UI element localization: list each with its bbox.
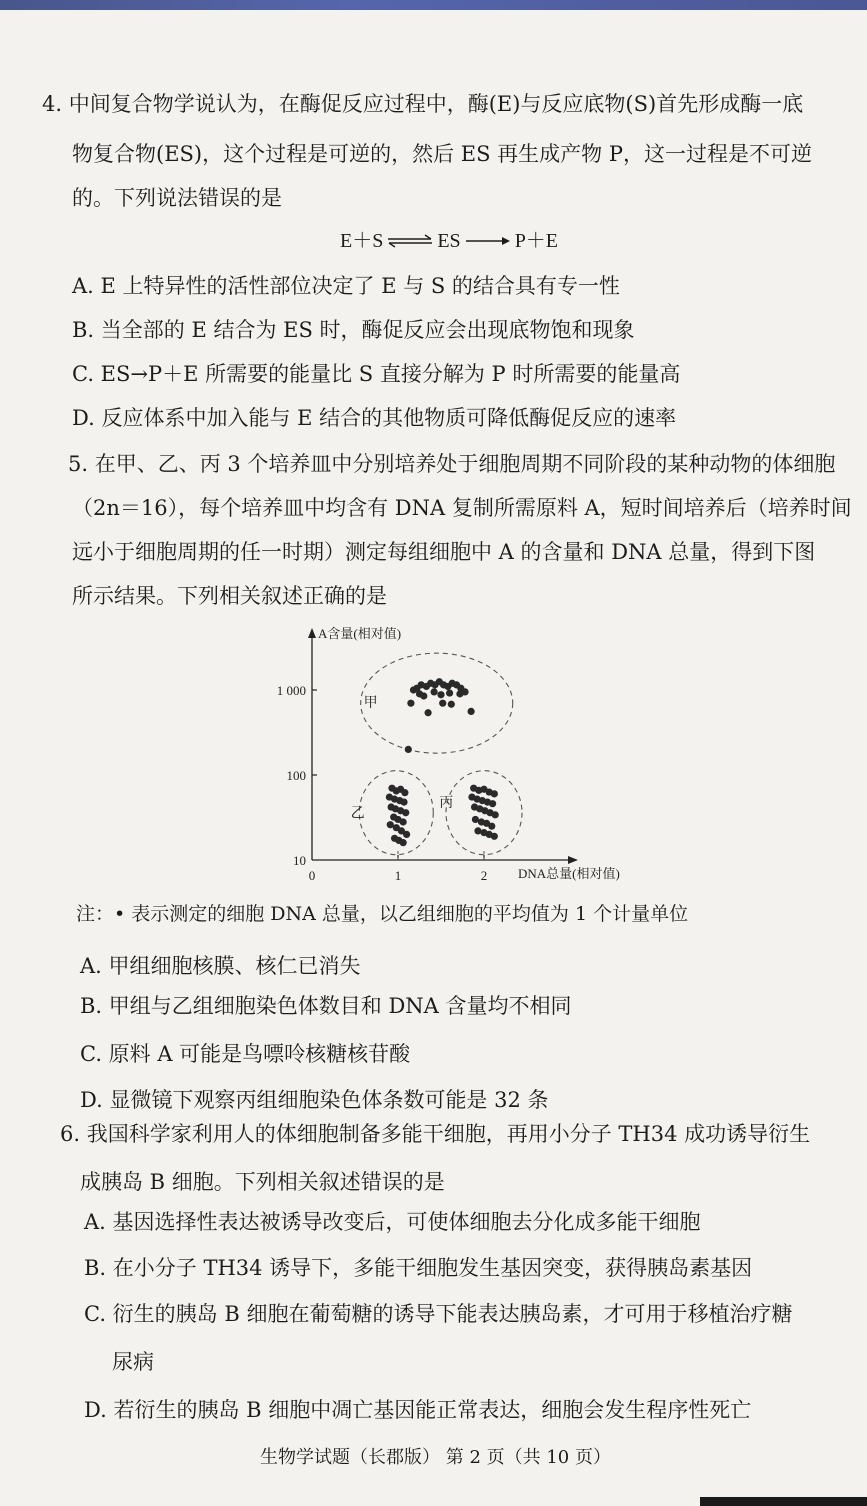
data-point xyxy=(448,701,455,708)
q4-equation xyxy=(340,228,558,254)
y-axis-label: A含量(相对值) xyxy=(318,626,402,641)
y-tick-label: 100 xyxy=(286,768,306,783)
reversible-arrow-icon xyxy=(387,234,433,248)
x-tick-label: 0 xyxy=(308,868,316,883)
data-point xyxy=(400,839,407,846)
data-point xyxy=(492,811,499,818)
q4-stem-line-3: 的。下列说法错误的是 xyxy=(72,186,282,210)
q5-stem-line-2: （2n＝16），每个培养皿中均含有 DNA 复制所需原料 A，短时间培养后（培养时间 xyxy=(72,496,852,520)
x-axis-label: DNA总量(相对值) xyxy=(518,866,620,881)
q4-stem-line-2: 物复合物(ES)，这个过程是可逆的，然后 ES 再生成产物 P，这一过程是不可逆 xyxy=(72,142,812,166)
q5-stem-line-3: 远小于细胞周期的任一时期）测定每组细胞中 A 的含量和 DNA 总量，得到下图 xyxy=(72,540,816,564)
y-tick-label: 1 000 xyxy=(276,683,306,698)
equation-right: P＋E xyxy=(514,230,559,252)
data-point xyxy=(489,800,496,807)
q4-option-a: A. E 上特异性的活性部位决定了 E 与 S 的结合具有专一性 xyxy=(72,274,620,298)
q5-note: 注：• 表示测定的细胞 DNA 总量，以乙组细胞的平均值为 1 个计量单位 xyxy=(76,903,689,925)
equation-middle: ES xyxy=(437,230,461,252)
q5-stem-line-4: 所示结果。下列相关叙述正确的是 xyxy=(72,584,387,608)
q4-option-c: C. ES→P＋E 所需要的能量比 S 直接分解为 P 时所需要的能量高 xyxy=(72,362,681,386)
x-axis-arrow-icon xyxy=(568,856,578,864)
data-point xyxy=(420,692,427,699)
page-footer: 生物学试题（长郡版） 第 2 页（共 10 页） xyxy=(260,1447,611,1468)
q4-option-d: D. 反应体系中加入能与 E 结合的其他物质可降低酶促反应的速率 xyxy=(72,406,677,430)
data-point xyxy=(425,709,432,716)
data-point xyxy=(456,690,463,697)
group-ellipse xyxy=(361,653,513,753)
group-label: 丙 xyxy=(439,796,454,812)
q6-stem-line-1: 6. 我国科学家利用人的体细胞制备多能干细胞，再用小分子 TH34 成功诱导衍生 xyxy=(60,1122,811,1146)
x-tick-label: 1 xyxy=(394,868,402,883)
data-point xyxy=(437,691,444,698)
q5-option-b: B. 甲组与乙组细胞染色体数目和 DNA 含量均不相同 xyxy=(80,994,572,1018)
x-tick-label: 2 xyxy=(480,868,488,883)
q6-option-b: B. 在小分子 TH34 诱导下，多能干细胞发生基因突变，获得胰岛素基因 xyxy=(84,1256,753,1280)
data-point xyxy=(405,746,412,753)
q5-option-c: C. 原料 A 可能是鸟嘌呤核糖核苷酸 xyxy=(80,1042,411,1066)
group-label: 甲 xyxy=(363,696,378,712)
data-point xyxy=(400,818,407,825)
q6-option-a: A. 基因选择性表达被诱导改变后，可使体细胞去分化成多能干细胞 xyxy=(84,1210,701,1234)
data-point xyxy=(407,700,414,707)
data-point xyxy=(401,789,408,796)
data-point xyxy=(491,790,498,797)
q5-stem-line-1: 5. 在甲、乙、丙 3 个培养皿中分别培养处于细胞周期不同阶段的某种动物的体细胞 xyxy=(68,452,836,476)
q6-option-c-continued: 尿病 xyxy=(112,1350,154,1374)
q6-option-c: C. 衍生的胰岛 B 细胞在葡萄糖的诱导下能表达胰岛素，才可用于移植治疗糖 xyxy=(84,1302,793,1326)
q5-option-d: D. 显微镜下观察丙组细胞染色体条数可能是 32 条 xyxy=(80,1088,549,1112)
data-point xyxy=(468,708,475,715)
data-point xyxy=(431,688,438,695)
data-point xyxy=(400,798,407,805)
q5-option-a: A. 甲组细胞核膜、核仁已消失 xyxy=(80,954,361,978)
q6-stem-line-2: 成胰岛 B 细胞。下列相关叙述错误的是 xyxy=(80,1170,445,1194)
data-point xyxy=(491,833,498,840)
data-point xyxy=(488,823,495,830)
data-point xyxy=(446,689,453,696)
q4-option-b: B. 当全部的 E 结合为 ES 时，酶促反应会出现底物饱和现象 xyxy=(72,318,635,342)
q4-stem-line-1: 4. 中间复合物学说认为，在酶促反应过程中，酶(E)与反应底物(S)首先形成酶一底 xyxy=(42,92,804,116)
forward-arrow-icon xyxy=(465,234,511,248)
q6-option-d: D. 若衍生的胰岛 B 细胞中凋亡基因能正常表达，细胞会发生程序性死亡 xyxy=(84,1398,752,1422)
equation-left: E＋S xyxy=(340,230,384,252)
scatter-chart xyxy=(250,618,670,890)
y-axis-arrow-icon xyxy=(308,628,316,638)
data-point xyxy=(402,809,409,816)
y-tick-label: 10 xyxy=(293,853,306,868)
data-point xyxy=(403,831,410,838)
scan-top-band xyxy=(0,0,867,10)
scan-bottom-strip xyxy=(700,1497,867,1506)
data-point xyxy=(439,700,446,707)
group-label: 乙 xyxy=(350,806,365,822)
